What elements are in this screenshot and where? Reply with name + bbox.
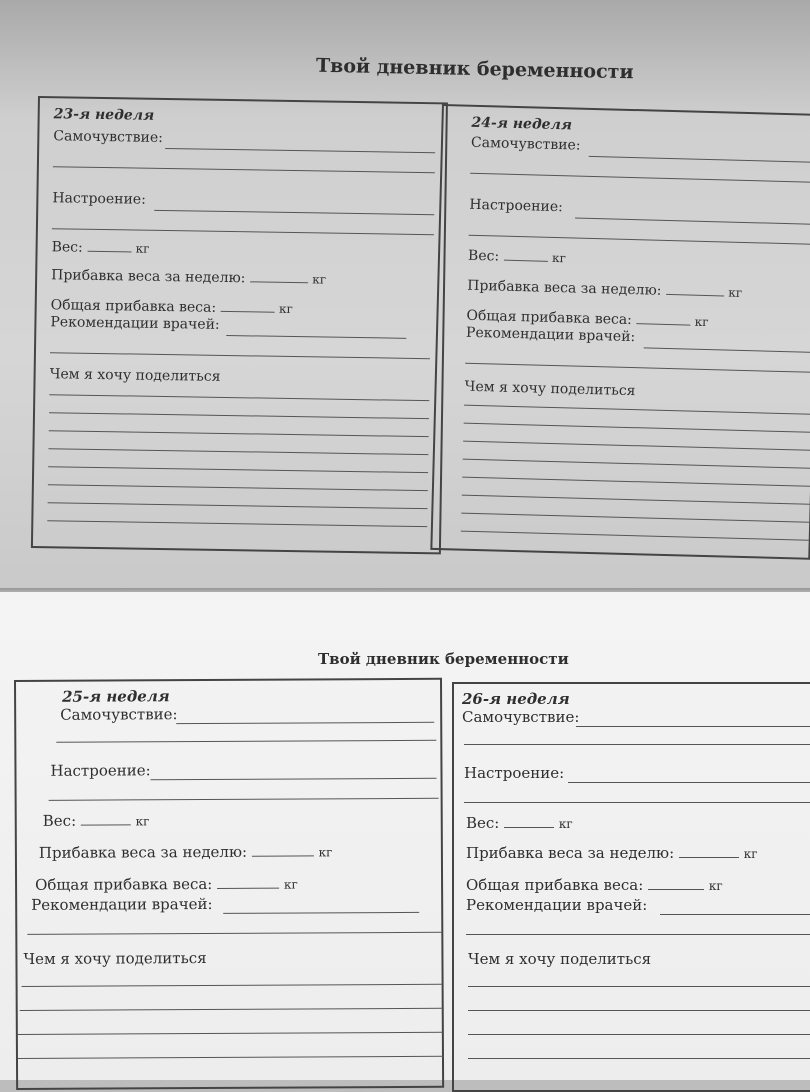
share-line[interactable] (49, 412, 429, 419)
weekly-gain-blank[interactable] (252, 843, 314, 856)
weight-row (466, 814, 573, 832)
doctor-line[interactable] (644, 347, 810, 352)
total-gain-blank[interactable] (217, 876, 279, 889)
mood-line-2[interactable] (469, 235, 810, 245)
share-line[interactable] (48, 466, 428, 473)
weekly-gain-row (39, 842, 333, 862)
share-line[interactable] (462, 495, 810, 505)
share-line[interactable] (463, 459, 810, 469)
share-line[interactable] (464, 423, 810, 433)
weight-unit: кг (551, 250, 567, 266)
mood-label: Настроение: (50, 761, 151, 780)
weight-blank[interactable] (81, 812, 131, 825)
weekly-gain-unit: кг (743, 847, 758, 861)
week-card-23 (31, 96, 448, 554)
mood-line[interactable] (575, 218, 810, 225)
total-gain-unit: кг (278, 301, 293, 317)
doctor-line-2[interactable] (466, 934, 810, 935)
share-label: Чем я хочу поделиться (468, 950, 652, 968)
doctor-label: Рекомендации врачей: (50, 314, 220, 333)
weekly-gain-row (466, 844, 758, 862)
page-title-top: Твой дневник беременности (315, 54, 634, 84)
weekly-gain-label: Прибавка веса за неделю: (38, 842, 248, 862)
share-line[interactable] (462, 477, 810, 487)
mood-line-2[interactable] (49, 798, 439, 801)
weight-label: Вес: (466, 814, 500, 832)
total-gain-row (35, 875, 298, 894)
total-gain-unit: кг (283, 877, 298, 892)
wellbeing-line[interactable] (589, 156, 810, 163)
mood-line[interactable] (151, 778, 437, 780)
total-gain-blank[interactable] (648, 877, 704, 890)
weekly-gain-label: Прибавка веса за неделю: (466, 844, 675, 862)
share-line[interactable] (464, 405, 810, 415)
wellbeing-line[interactable] (165, 148, 435, 153)
share-line[interactable] (468, 1010, 810, 1011)
share-line[interactable] (49, 394, 429, 401)
share-line[interactable] (48, 502, 428, 509)
doctor-line[interactable] (223, 912, 419, 914)
total-gain-label: Общая прибавка веса: (35, 874, 213, 894)
weight-label: Вес: (51, 239, 83, 256)
wellbeing-line-2[interactable] (56, 740, 436, 743)
week-heading: 23-я неделя (53, 106, 155, 124)
doctor-label: Рекомендации врачей: (465, 324, 636, 346)
week-heading: 25-я неделя (62, 687, 170, 706)
share-line[interactable] (22, 984, 442, 987)
week-heading: 26-я неделя (462, 690, 570, 708)
weekly-gain-blank[interactable] (250, 269, 308, 283)
weight-blank[interactable] (87, 239, 131, 253)
weight-label: Вес: (467, 247, 500, 265)
wellbeing-line-2[interactable] (464, 744, 810, 745)
weekly-gain-blank[interactable] (666, 282, 724, 297)
doctor-line[interactable] (226, 335, 406, 339)
weekly-gain-label: Прибавка веса за неделю: (467, 277, 662, 299)
share-label: Чем я хочу поделиться (49, 366, 221, 385)
weekly-gain-blank[interactable] (679, 845, 739, 858)
doctor-line-2[interactable] (465, 363, 810, 373)
total-gain-label: Общая прибавка веса: (466, 307, 633, 329)
week-card-26 (452, 682, 810, 1092)
wellbeing-label: Самочувствие: (53, 128, 164, 146)
weekly-gain-label: Прибавка веса за неделю: (51, 267, 246, 287)
wellbeing-label: Самочувствие: (470, 134, 581, 154)
weekly-gain-row (467, 277, 742, 301)
weight-row (52, 238, 150, 257)
wellbeing-line[interactable] (176, 722, 434, 724)
weight-unit: кг (135, 241, 150, 256)
total-gain-blank[interactable] (636, 311, 690, 325)
share-label: Чем я хочу поделиться (464, 378, 636, 400)
total-gain-label: Общая прибавка веса: (50, 297, 217, 316)
weekly-gain-unit: кг (312, 272, 327, 287)
share-line[interactable] (49, 430, 429, 437)
share-line[interactable] (463, 441, 810, 451)
weight-unit: кг (558, 817, 573, 831)
wellbeing-line-2[interactable] (470, 173, 810, 183)
share-line[interactable] (461, 531, 809, 541)
doctor-label: Рекомендации врачей: (31, 894, 213, 914)
total-gain-unit: кг (694, 314, 709, 330)
page-title-bottom: Твой дневник беременности (318, 650, 569, 668)
weekly-gain-unit: кг (318, 845, 333, 860)
doctor-label: Рекомендации врачей: (466, 896, 648, 914)
share-label: Чем я хочу поделиться (23, 948, 207, 968)
mood-line-2[interactable] (464, 802, 810, 803)
share-line[interactable] (48, 484, 428, 491)
mood-label: Настроение: (464, 764, 565, 782)
wellbeing-label: Самочувствие: (462, 708, 580, 726)
mood-line[interactable] (568, 782, 810, 783)
share-line[interactable] (20, 1008, 444, 1011)
share-line[interactable] (468, 1034, 810, 1035)
week-card-25 (14, 678, 444, 1090)
total-gain-label: Общая прибавка веса: (466, 876, 644, 894)
mood-label: Настроение: (469, 196, 564, 216)
share-line[interactable] (47, 520, 427, 527)
weekly-gain-unit: кг (728, 285, 743, 300)
wellbeing-line[interactable] (576, 726, 810, 727)
mood-label: Настроение: (52, 190, 146, 208)
share-line[interactable] (48, 448, 428, 455)
weekly-gain-row (51, 266, 326, 287)
share-line[interactable] (468, 1058, 810, 1059)
total-gain-unit: кг (708, 879, 723, 893)
weight-row (43, 811, 150, 830)
weight-row (468, 247, 566, 267)
total-gain-blank[interactable] (221, 299, 275, 313)
share-line[interactable] (18, 1056, 444, 1059)
doctor-line[interactable] (660, 914, 810, 915)
share-line[interactable] (18, 1032, 444, 1035)
wellbeing-line-2[interactable] (53, 166, 435, 173)
doctor-line-2[interactable] (50, 352, 430, 359)
week-card-24 (430, 104, 810, 560)
mood-line-2[interactable] (52, 228, 434, 235)
weight-label: Вес: (42, 811, 77, 830)
week-heading: 24-я неделя (471, 114, 573, 134)
share-line[interactable] (468, 986, 810, 987)
total-gain-row (466, 876, 723, 894)
weight-blank[interactable] (504, 815, 554, 828)
wellbeing-label: Самочувствие: (60, 705, 178, 724)
share-line[interactable] (461, 513, 809, 523)
mood-line[interactable] (154, 210, 434, 215)
doctor-line-2[interactable] (27, 932, 441, 935)
weight-unit: кг (135, 814, 150, 829)
weight-blank[interactable] (504, 248, 548, 262)
